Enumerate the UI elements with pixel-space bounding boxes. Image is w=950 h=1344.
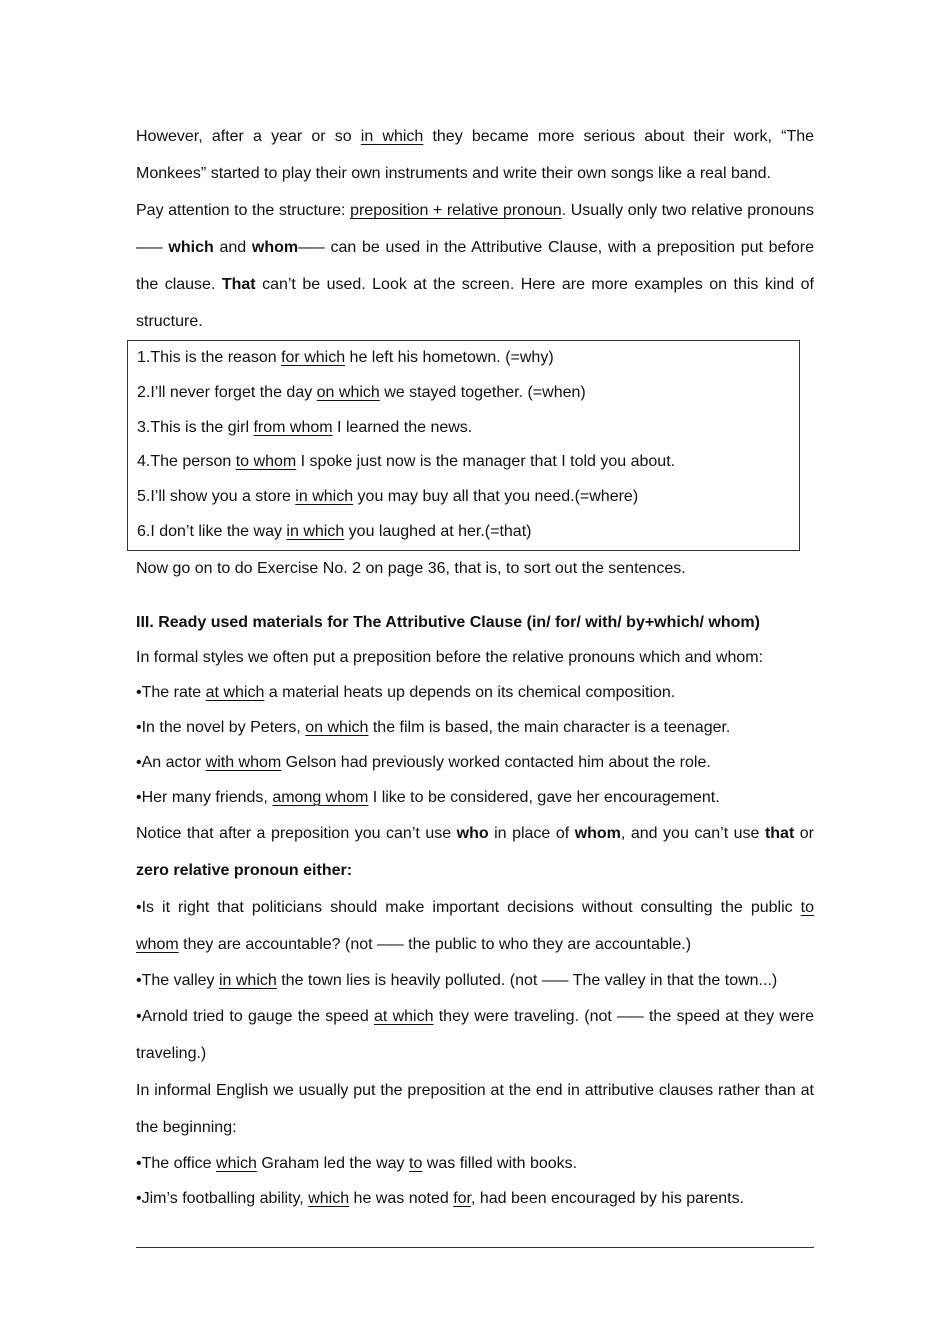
- section-intro: In formal styles we often put a preposition before the relative pronouns which and whom:: [136, 648, 764, 666]
- text-span: •Arnold tried to gauge the speed: [136, 1007, 375, 1025]
- text-span: •The valley: [136, 971, 219, 989]
- underlined-phrase: among whom: [272, 788, 369, 806]
- underlined-phrase: for which: [281, 349, 346, 366]
- underlined-phrase: for: [453, 1189, 471, 1207]
- bullet-item: [136, 889, 814, 963]
- text-span: we stayed together. (=when): [379, 383, 586, 401]
- text-span: •Her many friends,: [136, 788, 273, 806]
- bold-term: whom: [574, 824, 621, 842]
- bold-term: That: [221, 276, 256, 293]
- footer-rule: [136, 1247, 814, 1248]
- bullet-item: [136, 745, 814, 780]
- bullet-item: [136, 1181, 814, 1216]
- text-span: can’t be used. Look at the screen. Here are more examples on this kind of structure.: [136, 276, 814, 330]
- text-span: , and you can’t use: [620, 824, 765, 842]
- bullet-item: [136, 675, 814, 710]
- spacer: [136, 586, 814, 605]
- bullet-item: [136, 1146, 814, 1181]
- example-line: [137, 445, 799, 480]
- bold-term: who: [456, 824, 489, 842]
- text-span: and: [213, 239, 252, 256]
- underlined-phrase: at which: [205, 683, 265, 701]
- underlined-phrase: in which: [286, 522, 345, 540]
- text-span: they are accountable? (not ––– the public to who they are accountable.): [178, 935, 692, 953]
- text-span: I learned the news.: [332, 418, 473, 436]
- bullet-item: [136, 998, 814, 1072]
- text-span: Graham led the way: [256, 1154, 409, 1172]
- underlined-phrase: to: [409, 1154, 423, 1172]
- document-page: [136, 118, 814, 1216]
- text-span: “The Monkees” started to play their own instruments and write their own songs like a real band.: [136, 128, 815, 182]
- text-span: the film is based, the main character is a teenager.: [368, 718, 731, 736]
- text-span: . Usually only two relative pronouns –––: [136, 202, 815, 256]
- text-span: 3.This is the girl: [137, 418, 254, 436]
- text-span: he left his hometown. (=why): [345, 349, 554, 366]
- text-span: 2.I’ll never forget the day: [137, 383, 317, 401]
- bold-term: zero relative pronoun either:: [136, 861, 353, 879]
- text-span: However, after a year or so: [136, 128, 361, 145]
- underlined-phrase: on which: [316, 383, 380, 401]
- text-span: 1.This is the reason: [137, 349, 282, 366]
- example-line: [137, 411, 799, 446]
- underlined-phrase: to whom: [136, 898, 814, 953]
- text-span: was filled with books.: [422, 1154, 578, 1172]
- example-line: [137, 341, 799, 376]
- underlined-phrase: at which: [374, 1007, 434, 1025]
- bullet-item: [136, 780, 814, 815]
- bullet-item: [136, 963, 814, 998]
- underlined-phrase: in which: [295, 488, 354, 506]
- text-span: I like to be considered, gave her encouragement.: [368, 788, 720, 806]
- underlined-phrase: in which: [360, 128, 424, 145]
- text-span: Notice that after a preposition you can’t use: [136, 824, 457, 842]
- underlined-phrase: from whom: [253, 418, 333, 436]
- text-span: they became more serious about their work,: [423, 128, 782, 145]
- underlined-phrase: which: [216, 1154, 257, 1172]
- text-span: •Is it right that politicians should make important decisions without consulting the public: [136, 898, 801, 916]
- underlined-phrase: on which: [305, 718, 369, 736]
- text-span: 5.I’ll show you a store: [137, 488, 296, 506]
- text-span: ––– can be used in the Attributive Clause, with a preposition put before the clause.: [136, 239, 815, 293]
- bold-term: which: [168, 239, 214, 256]
- text-span: or: [794, 824, 815, 842]
- intro-paragraph-2: [136, 192, 814, 340]
- bold-term: that: [764, 824, 795, 842]
- notice-paragraph: [136, 815, 814, 889]
- example-line: [137, 515, 799, 550]
- text-span: , had been encouraged by his parents.: [470, 1189, 745, 1207]
- example-line: [137, 480, 799, 515]
- text-span: I spoke just now is the manager that I told you about.: [296, 453, 676, 471]
- text-span: •The rate: [136, 683, 206, 701]
- example-line: [137, 376, 799, 411]
- bold-term: whom: [251, 239, 299, 256]
- text-span: •The office: [136, 1154, 217, 1172]
- intro-paragraph-1: [136, 118, 814, 192]
- examples-box: [127, 340, 800, 551]
- text-span: you may buy all that you need.(=where): [353, 488, 639, 506]
- text-span: you laughed at her.(=that): [344, 522, 532, 540]
- text-span: a material heats up depends on its chemical composition.: [264, 683, 676, 701]
- underlined-phrase: which: [308, 1189, 350, 1207]
- text-span: 4.The person: [137, 453, 236, 471]
- underlined-phrase: in which: [218, 971, 277, 989]
- text-span: the town lies is heavily polluted. (not ––– The valley in that the town...): [276, 971, 778, 989]
- text-span: Gelson had previously worked contacted him about the role.: [281, 753, 711, 771]
- informal-paragraph: In informal English we usually put the preposition at the end in attributive clauses rather than at the beginning:: [136, 1081, 814, 1136]
- text-span: Pay attention to the structure:: [136, 202, 351, 219]
- text-span: 6.I don’t like the way: [137, 522, 287, 540]
- bullet-item: [136, 710, 814, 745]
- section-heading: III. Ready used materials for The Attributive Clause (in/ for/ with/ by+which/ whom): [136, 613, 760, 631]
- text-span: •In the novel by Peters,: [136, 718, 306, 736]
- underlined-phrase: to whom: [235, 453, 297, 471]
- text-span: •Jim’s footballing ability,: [136, 1189, 309, 1207]
- exercise-note: Now go on to do Exercise No. 2 on page 36, that is, to sort out the sentences.: [136, 559, 686, 577]
- underlined-phrase: with whom: [205, 753, 282, 771]
- underlined-phrase: preposition + relative pronoun: [350, 202, 562, 219]
- text-span: they were traveling. (not ––– the speed at they were traveling.): [136, 1007, 814, 1062]
- text-span: •An actor: [136, 753, 206, 771]
- text-span: in place of: [488, 824, 575, 842]
- text-span: he was noted: [349, 1189, 454, 1207]
